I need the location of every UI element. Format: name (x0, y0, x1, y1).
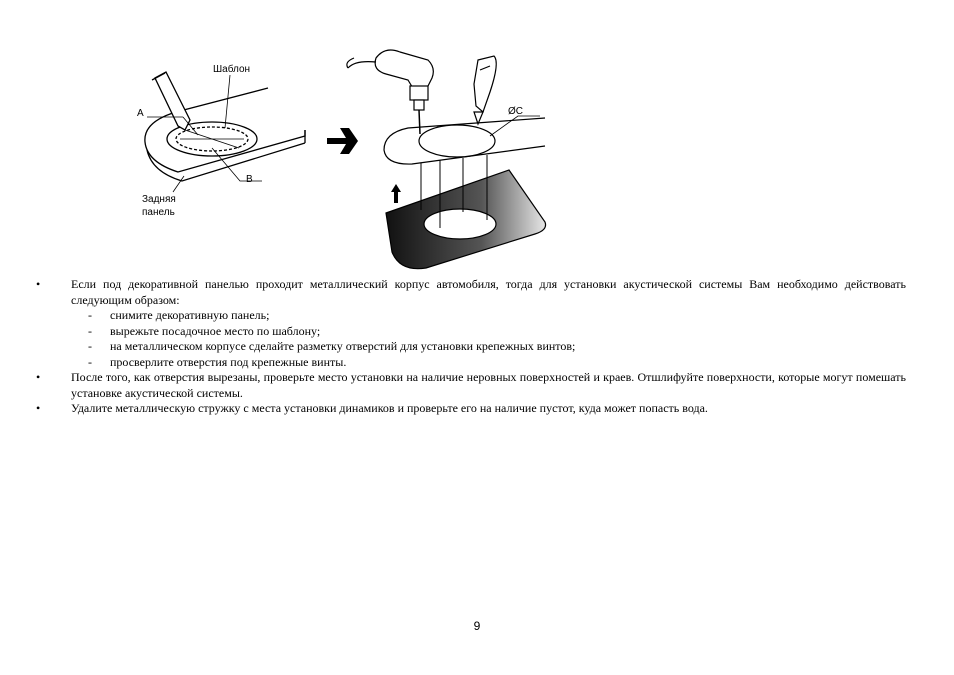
dash-marker: - (88, 323, 92, 338)
step-text-4: просверлите отверстия под крепежные винты. (110, 354, 347, 369)
step-item (36, 355, 906, 371)
bullet-item (36, 401, 906, 417)
drill-icon (347, 50, 433, 134)
upper-panel-drawing (384, 118, 545, 164)
arrow-right-icon (327, 128, 358, 154)
bullet-item (36, 370, 906, 401)
step-text-2: вырежьте посадочное место по шаблону; (110, 323, 321, 338)
page-number: 9 (473, 619, 481, 633)
illustration-svg (0, 0, 954, 275)
label-b: B (246, 174, 253, 185)
bullet-text-1: Если под декоративной панелью проходит металлический корпус автомобиля, тогда для установки акустической системы Вам необходимо действовать следующим образом: (71, 277, 906, 307)
dash-marker: - (88, 339, 92, 353)
step-text-3: на металлическом корпусе сделайте разметку отверстий для установки крепежных винтов; (110, 339, 576, 353)
label-back-panel-line2: панель (142, 207, 175, 218)
label-diameter-c: ØC (508, 106, 523, 117)
step-text-1: снимите декоративную панель; (110, 308, 270, 322)
installation-illustration (0, 0, 954, 275)
label-template: Шаблон (213, 64, 251, 75)
upper-panel-hole (419, 125, 495, 157)
arrow-up-icon (391, 184, 401, 203)
label-back-panel-line1: Задняя (142, 194, 176, 205)
step-item (36, 339, 906, 355)
bullet-text-3: Удалите металлическую стружку с места установки динамиков и проверьте его на наличие пустот, куда может попасть вода. (71, 401, 708, 415)
knife-icon (474, 56, 496, 124)
label-a: A (137, 108, 144, 119)
step-item (36, 324, 906, 340)
bullet-marker: • (36, 277, 41, 291)
dash-marker: - (88, 308, 92, 322)
bullet-item (36, 277, 906, 308)
dash-marker: - (88, 354, 92, 369)
instructions-text (36, 277, 906, 417)
metal-sheet-drawing (386, 170, 546, 269)
bullet-marker: • (36, 370, 41, 384)
bullet-text-2: После того, как отверстия вырезаны, проверьте место установки на наличие неровных поверхностей и краев. Отшлифуйте поверхности, которые могут помешать установке акустической системы. (71, 370, 906, 400)
bullet-marker: • (36, 401, 41, 415)
metal-hole (424, 209, 496, 239)
step-item (36, 308, 906, 324)
